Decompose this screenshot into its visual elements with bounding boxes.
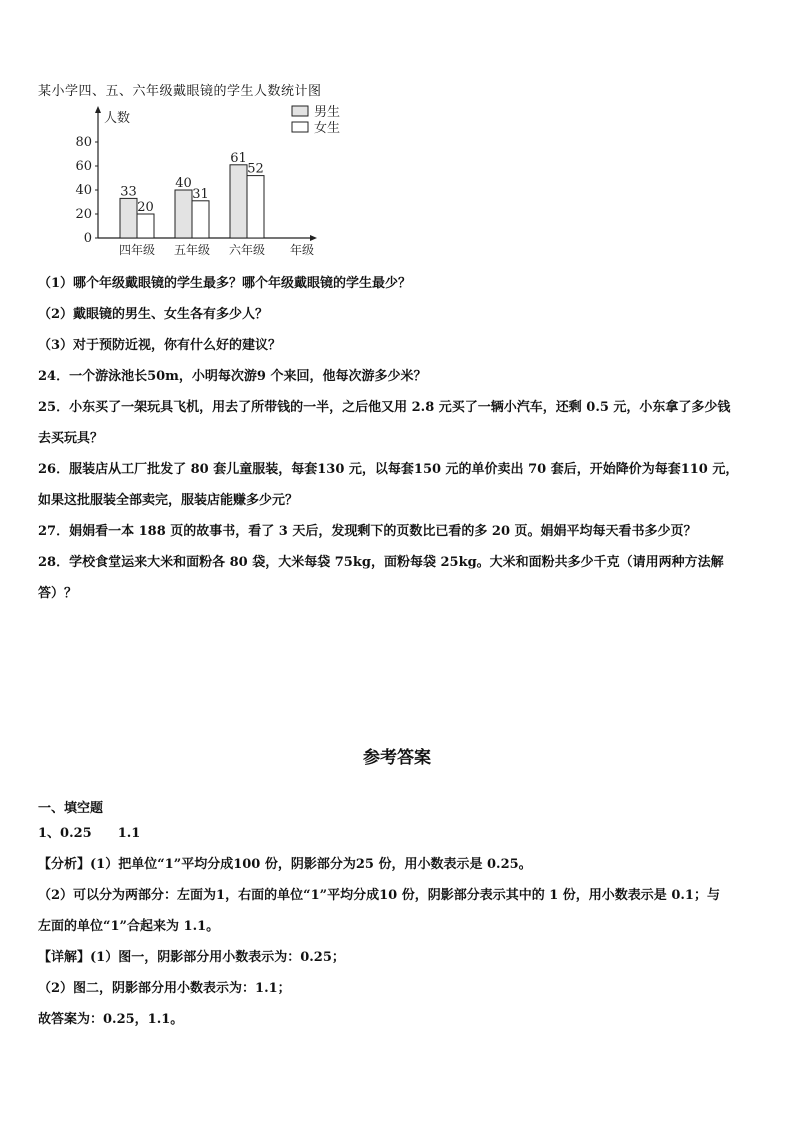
y-tick-label: 40 xyxy=(75,183,92,198)
conclusion-line: 故答案为：0.25，1.1。 xyxy=(38,1012,184,1027)
bar-男生-五年级 xyxy=(175,190,192,238)
legend-label-女生: 女生 xyxy=(314,121,341,136)
data-label: 61 xyxy=(230,150,247,166)
x-tick-label: 四年级 xyxy=(118,243,156,257)
data-label: 33 xyxy=(120,184,137,200)
analysis-line-3: 左面的单位“1”合起来为 1.1。 xyxy=(38,919,220,934)
bar-女生-四年级 xyxy=(137,214,154,238)
analysis-line-2: （2）可以分为两部分：左面为1，右面的单位“1”平均分成10 份，阴影部分表示其中的 1 份，用小数表示是 0.1；与 xyxy=(38,888,720,903)
bar-女生-五年级 xyxy=(192,201,209,238)
question-25-line2: 去买玩具？ xyxy=(38,431,104,446)
bar-女生-六年级 xyxy=(247,176,264,238)
question-28-line2: 答）？ xyxy=(38,586,78,601)
data-label: 31 xyxy=(192,186,209,202)
y-axis-label: 人数 xyxy=(104,111,131,126)
question-26-line1: 26．服装店从工厂批发了 80 套儿童服装，每套130 元，以每套150 元的单价卖出 70 套后，开始降价为每套110 元， xyxy=(38,462,739,477)
data-label: 20 xyxy=(137,200,154,215)
data-label: 52 xyxy=(247,161,264,177)
answer-item-1: 1、0.25 1.1 xyxy=(38,826,141,841)
bar-chart xyxy=(70,100,370,260)
question-26-line2: 如果这批服装全部卖完，服装店能赚多少元？ xyxy=(38,493,299,508)
y-tick-label: 0 xyxy=(83,231,92,246)
question-3: （3）对于预防近视，你有什么好的建议？ xyxy=(38,338,282,353)
question-24: 24．一个游泳池长50m，小明每次游9 个来回，他每次游多少米？ xyxy=(38,369,427,384)
answers-section: 一、填空题 xyxy=(38,801,104,816)
y-axis-arrow xyxy=(95,106,101,113)
y-tick-label: 80 xyxy=(75,135,92,150)
question-25-line1: 25．小东买了一架玩具飞机，用去了所带钱的一半，之后他又用 2.8 元买了一辆小汽车，还剩 0.5 元，小东拿了多少钱 xyxy=(38,400,731,415)
x-axis-arrow xyxy=(310,235,317,241)
legend-swatch-女生 xyxy=(292,122,308,132)
data-label: 40 xyxy=(175,176,192,191)
analysis-line-1: 【分析】(1）把单位“1”平均分成100 份，阴影部分为25 份，用小数表示是 0.25。 xyxy=(38,857,532,872)
detail-line-1: 【详解】(1）图一，阴影部分用小数表示为：0.25； xyxy=(38,950,345,965)
answers-title: 参考答案 xyxy=(363,748,431,768)
legend-label-男生: 男生 xyxy=(314,105,341,120)
question-1: （1）哪个年级戴眼镜的学生最多？哪个年级戴眼镜的学生最少？ xyxy=(38,276,412,291)
legend-swatch-男生 xyxy=(292,106,308,116)
chart-legend xyxy=(292,104,340,136)
bar-男生-四年级 xyxy=(120,198,137,238)
question-27: 27．娟娟看一本 188 页的故事书，看了 3 天后，发现剩下的页数比已看的多 20 页。娟娟平均每天看书多少页？ xyxy=(38,524,697,539)
question-2: （2）戴眼镜的男生、女生各有多少人？ xyxy=(38,307,269,322)
chart-title: 某小学四、五、六年级戴眼镜的学生人数统计图 xyxy=(38,84,322,99)
y-tick-label: 60 xyxy=(75,159,92,174)
x-tick-label: 六年级 xyxy=(228,243,266,257)
question-28-line1: 28．学校食堂运来大米和面粉各 80 袋，大米每袋 75kg，面粉每袋 25kg。大米和面粉共多少千克（请用两种方法解 xyxy=(38,555,724,570)
bar-男生-六年级 xyxy=(230,165,247,238)
x-tick-label: 五年级 xyxy=(173,243,211,257)
y-tick-label: 20 xyxy=(75,207,92,222)
detail-line-2: （2）图二，阴影部分用小数表示为：1.1； xyxy=(38,981,291,996)
x-axis-label: 年级 xyxy=(289,243,315,257)
